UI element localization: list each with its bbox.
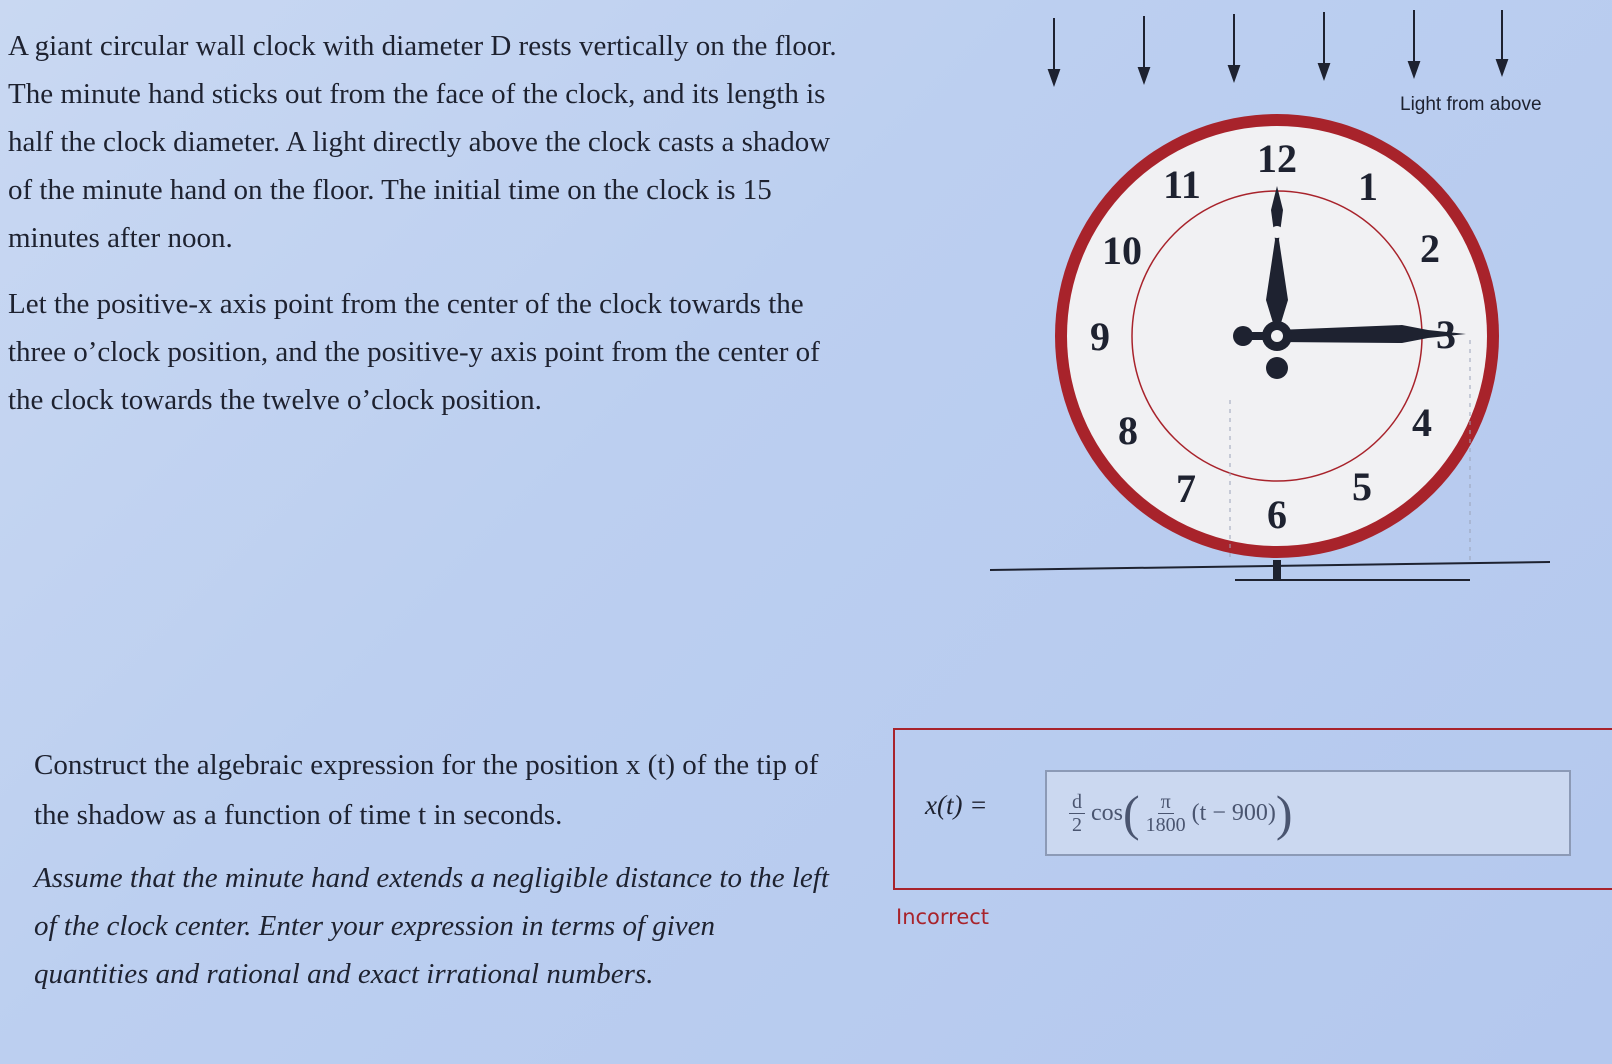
question-assumption: Assume that the minute hand extends a negligible distance to the left of the clock center. Enter your expression in terms of given quantities and rational and exact irrational numbers. (34, 862, 829, 990)
clock-number-7: 7 (1176, 466, 1196, 511)
answer-status: Incorrect (896, 905, 990, 929)
floor-line (990, 562, 1550, 570)
question-prompt: Construct the algebraic expression for the position x (t) of the tip of the shadow as a function of time t in seconds. (34, 749, 819, 831)
light-label: Light from above (1400, 94, 1542, 115)
clock-base (1273, 560, 1281, 580)
answer-input[interactable]: $\frac{d}{2}$ cos ( $\frac{\pi}{1800}$ (t − 900) ) (1045, 770, 1571, 856)
light-arrows (1049, 10, 1507, 84)
problem-statement (8, 22, 838, 424)
clock-number-11: 11 (1163, 162, 1201, 207)
clock-number-6: 6 (1267, 492, 1287, 537)
clock-number-12: 12 (1257, 136, 1297, 181)
clock-figure (990, 0, 1560, 600)
clock-number-4: 4 (1412, 400, 1432, 445)
problem-intro: A giant circular wall clock with diameter D rests vertically on the floor. The minute hand sticks out from the face of the clock, and its length is half the clock diameter. A light directly above the clock casts a shadow of the minute hand on the floor. The initial time on the clock is 15 minutes after noon. (8, 30, 837, 254)
clock-number-9: 9 (1090, 314, 1110, 359)
clock-number-8: 8 (1118, 408, 1138, 453)
axes-description: Let the positive-x axis point from the center of the clock towards the three o’clock position, and the positive-y axis point from the center of the clock towards the twelve o’clock position. (8, 288, 820, 416)
clock-number-2: 2 (1420, 226, 1440, 271)
clock-number-1: 1 (1358, 164, 1378, 209)
fraction-d-over-2: $\frac{d}{2}$ (1069, 791, 1085, 836)
fraction-pi-over-1800: $\frac{\pi}{1800}$ (1145, 790, 1186, 836)
question-block (34, 740, 834, 998)
answer-box (893, 728, 1612, 890)
cos-function: cos (1091, 799, 1123, 826)
clock-number-10: 10 (1102, 228, 1142, 273)
answer-label: x(t) = (925, 790, 988, 820)
clock-number-5: 5 (1352, 464, 1372, 509)
time-shift: (t − 900) (1191, 799, 1276, 826)
